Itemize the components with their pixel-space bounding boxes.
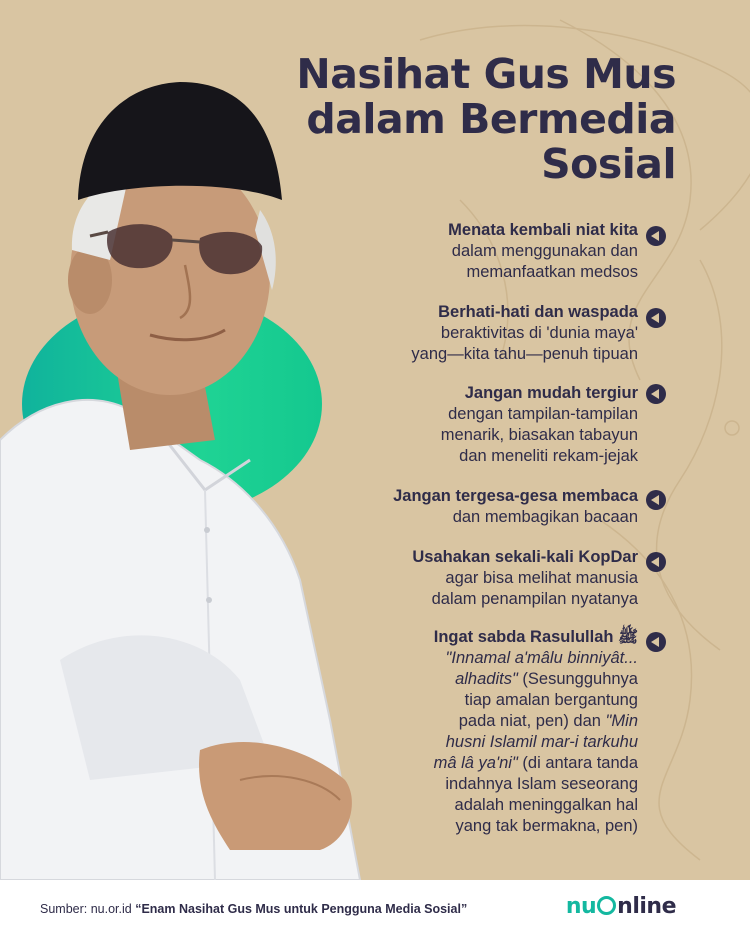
play-left-icon	[646, 308, 666, 328]
tip-1-head: Menata kembali niat kita	[448, 221, 638, 239]
title-line-2: dalam Bermedia	[306, 95, 676, 143]
tip-1-line-1: dalam menggunakan dan	[451, 242, 638, 260]
tip-2	[298, 302, 638, 365]
tip-3-line-1: dengan tampilan-tampilan	[448, 405, 638, 423]
tip-5-line-1: agar bisa melihat manusia	[445, 569, 638, 587]
tip-6-line-7: indahnya Islam seseorang	[445, 775, 638, 793]
source-title: “Enam Nasihat Gus Mus untuk Pengguna Media Sosial”	[135, 902, 468, 916]
tip-2-line-1: beraktivitas di 'dunia maya'	[440, 324, 638, 342]
page-title	[256, 52, 676, 187]
tip-6-line-6a: mâ lâ ya'ni"	[433, 754, 518, 772]
play-left-icon	[646, 552, 666, 572]
tip-1-line-2: memanfaatkan medsos	[466, 263, 638, 281]
tip-1	[298, 220, 638, 283]
tip-5-head: Usahakan sekali-kali KopDar	[412, 548, 638, 566]
tip-6-line-9: yang tak bermakna, pen)	[455, 817, 638, 835]
title-line-3: Sosial	[541, 140, 676, 188]
tip-5	[298, 547, 638, 610]
tip-2-head: Berhati-hati dan waspada	[438, 303, 638, 321]
tip-6-line-4b: "Min	[605, 712, 638, 730]
logo-rest: nline	[617, 894, 676, 919]
tip-6-line-4a: pada niat, pen) dan	[458, 712, 606, 730]
tip-6	[298, 627, 638, 837]
play-left-icon	[646, 632, 666, 652]
tip-4	[298, 486, 638, 528]
source-citation	[40, 902, 467, 916]
tip-6-line-5: husni Islamil mar-i tarkuhu	[445, 733, 638, 751]
tip-5-line-2: dalam penampilan nyatanya	[431, 590, 638, 608]
footer	[0, 880, 750, 938]
tip-6-line-2a: alhadits"	[455, 670, 518, 688]
tip-4-head: Jangan tergesa-gesa membaca	[393, 487, 638, 505]
tip-4-line-1: dan membagikan bacaan	[452, 508, 638, 526]
source-prefix: Sumber: nu.or.id	[40, 902, 136, 916]
tip-3-line-3: dan meneliti rekam-jejak	[459, 447, 638, 465]
tip-6-line-2b: (Sesungguhnya	[517, 670, 638, 688]
tip-3-head: Jangan mudah tergiur	[464, 384, 638, 402]
nu-online-logo	[566, 894, 676, 919]
play-left-icon	[646, 490, 666, 510]
logo-ring-icon	[597, 896, 616, 915]
logo-nu: nu	[565, 894, 597, 919]
tip-2-line-2: yang—kita tahu—penuh tipuan	[411, 345, 638, 363]
tip-6-head: Ingat sabda Rasulullah ﷺ	[433, 628, 638, 646]
play-left-icon	[646, 384, 666, 404]
tip-6-line-8: adalah meninggalkan hal	[454, 796, 638, 814]
tip-6-line-6b: (di antara tanda	[517, 754, 638, 772]
tip-6-line-3: tiap amalan bergantung	[464, 691, 638, 709]
tip-6-line-1: "Innamal a'mâlu binniyât...	[445, 649, 638, 667]
play-left-icon	[646, 226, 666, 246]
tip-3-line-2: menarik, biasakan tabayun	[440, 426, 638, 444]
tip-3	[298, 383, 638, 467]
title-line-1: Nasihat Gus Mus	[296, 50, 676, 98]
